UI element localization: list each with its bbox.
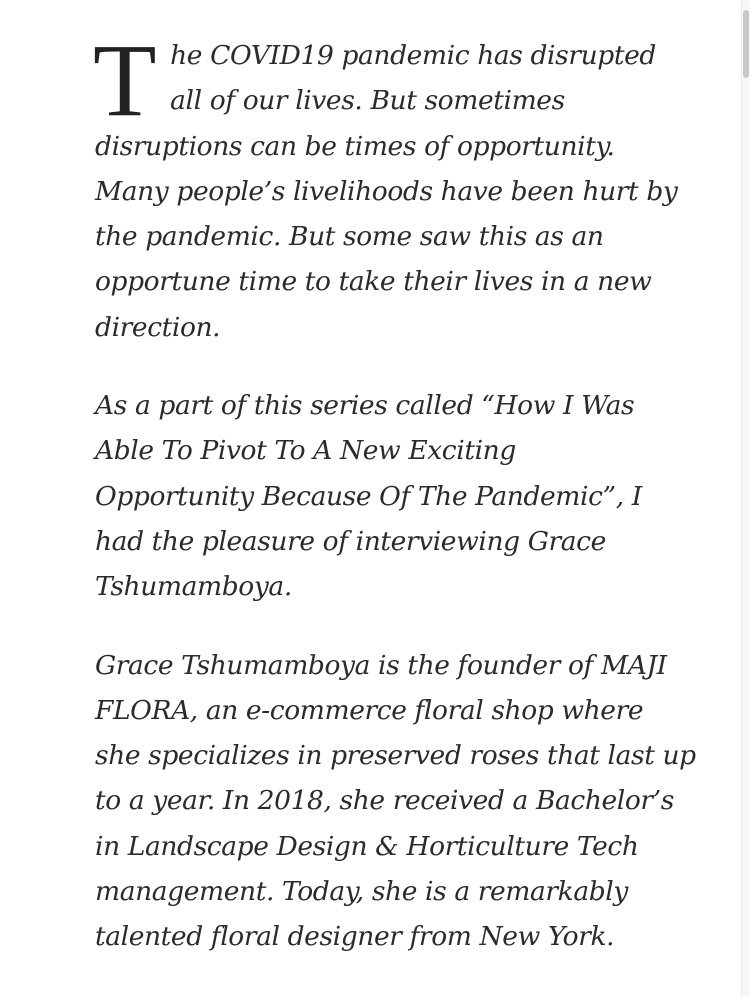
series-paragraph [95, 383, 655, 609]
paragraph-line: had the pleasure of interviewing Grace [95, 525, 606, 557]
drop-cap: T [93, 23, 157, 138]
paragraph-line: in Landscape Design & Horticulture Tech [95, 830, 639, 862]
paragraph-line: disruptions can be times of opportunity. [95, 130, 615, 162]
paragraph-line: management. Today, she is a remarkably [95, 876, 628, 908]
paragraph-line: the pandemic. But some saw this as an [95, 221, 604, 253]
paragraph-line: to a year. In 2018, she received a Bachelor’s [95, 785, 674, 817]
paragraph-line: Grace Tshumamboya is the founder of MAJI [95, 649, 667, 681]
intro-paragraph [93, 23, 678, 350]
scrollbar-thumb[interactable] [743, 10, 749, 78]
paragraph-line: talented floral designer from New York. [95, 921, 615, 953]
paragraph-line: Many people’s livelihoods have been hurt by [95, 175, 678, 207]
bio-paragraph [95, 643, 696, 960]
article-body [93, 23, 696, 993]
paragraph-line: opportune time to take their lives in a new [95, 266, 652, 298]
paragraph-line: she specializes in preserved roses that last up [95, 740, 696, 772]
paragraph-line: As a part of this series called “How I Was [95, 390, 635, 422]
paragraph-line: he COVID19 pandemic has disrupted [170, 40, 656, 71]
vertical-scrollbar[interactable] [742, 0, 750, 996]
paragraph-line: Tshumamboya. [95, 571, 292, 603]
paragraph-line: FLORA, an e-commerce floral shop where [95, 694, 644, 726]
paragraph-line: Able To Pivot To A New Exciting [95, 435, 516, 467]
paragraph-line: all of our lives. But sometimes [170, 85, 565, 117]
paragraph-line: direction. [95, 311, 221, 343]
paragraph-line: Opportunity Because Of The Pandemic”, I [95, 480, 642, 512]
